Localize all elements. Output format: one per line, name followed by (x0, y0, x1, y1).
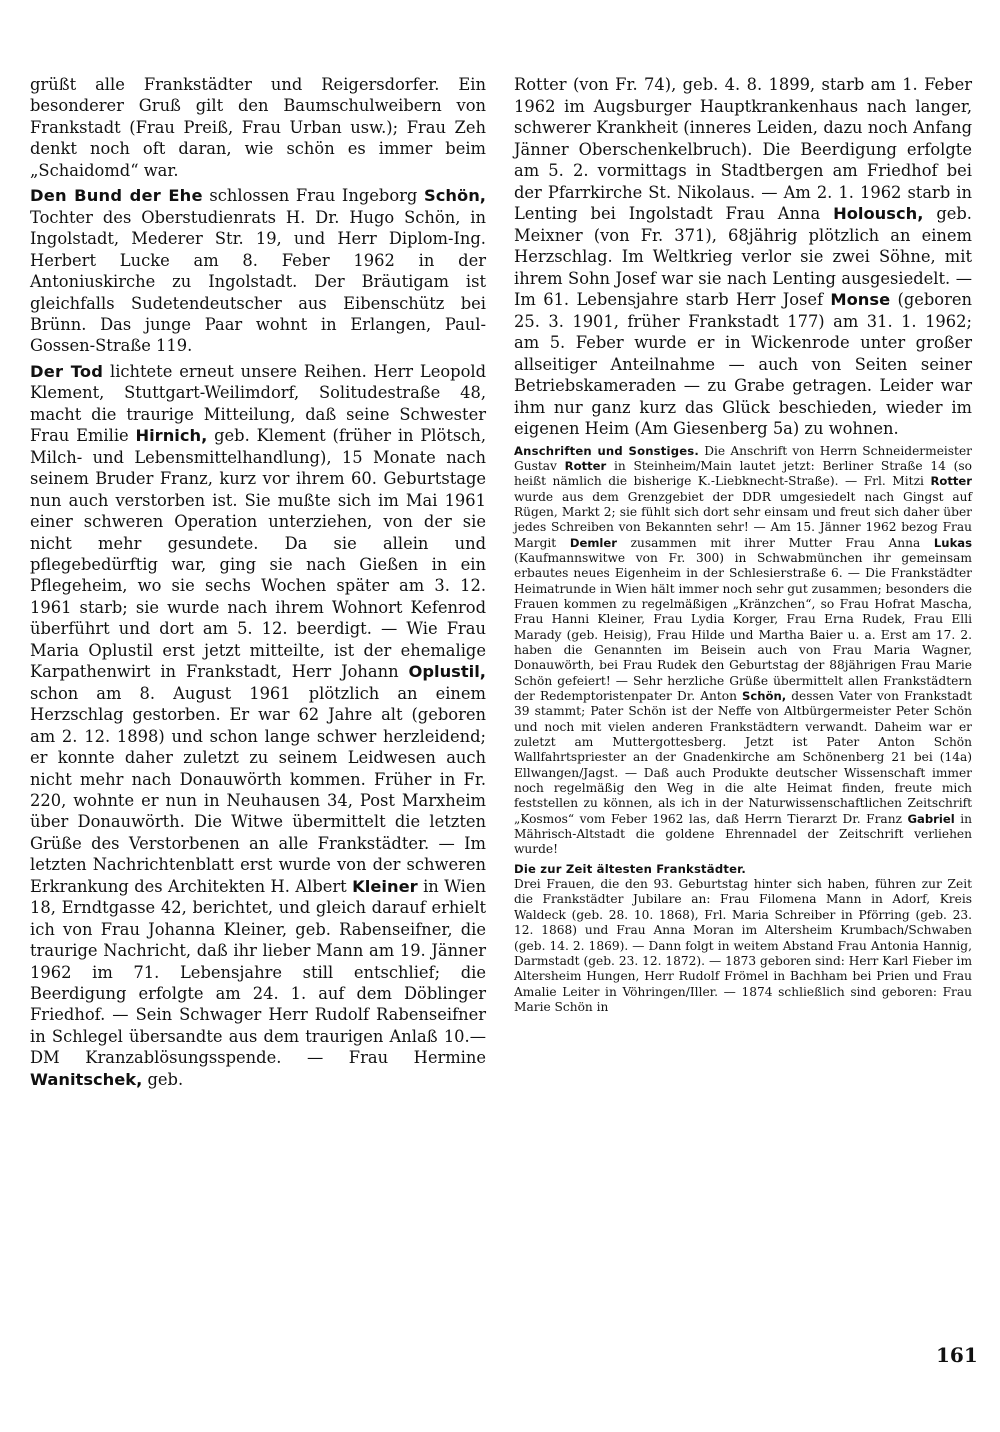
name-lukas: Lukas (933, 535, 972, 550)
paragraph-oldest: Die zur Zeit ältesten Frankstädter. Drei Frauen, die den 93. Geburtstag hinter sich haben, führen zur Zeit die Frankstädter Jubilare an: Frau Filomena Mann in Adorf, Kreis Waldeck (geb. 28. 10. 1868), Frl. Maria Schreiber in Pförring (geb. 23. 12. 1868) und Frau Anna Moran im Altersheim Krumbach/Schwaben (geb. 14. 2. 1869). — Dann folgt in weitem Abstand Frau Antonia Hannig, Darmstadt (geb. 23. 12. 1872). — 1873 geboren sind: Herr Karl Fieber im Altersheim Hungen, Herr Rudolf Frömel in Bachham bei Prien und Frau Amalie Leiter in Vöhringen/Iller. — 1874 schließlich sind geboren: Frau Marie Schön in (514, 861, 972, 1014)
section-heading-addresses: Anschriften und Sonstiges. (514, 443, 699, 458)
paragraph-deaths-continued: Rotter (von Fr. 74), geb. 4. 8. 1899, starb am 1. Feber 1962 im Augsburger Hauptkrankenhaus nach langer, schwerer Krankheit (inneres Leiden, dazu noch Anfang Jänner Oberschenkelbruch). Die Beerdigung erfolgte am 5. 2. vormittags in Stadtbergen am Friedhof bei der Pfarrkirche St. Nikolaus. — Am 2. 1. 1962 starb in Lenting bei Ingolstadt Frau Anna Holousch, geb. Meixner (von Fr. 371), 68jährig plötzlich an einem Herzschlag. Im Weltkrieg verlor sie zwei Söhne, mit ihrem Sohn Josef war sie nach Lenting ausgesiedelt. — Im 61. Lebensjahre starb Herr Josef Monse (geboren 25. 3. 1901, früher Frankstadt 177) am 31. 1. 1962; am 5. Feber wurde er in Wickenrode unter großer allseitiger Anteilnahme — auch von Seiten seiner Betriebskameraden — zu Grabe getragen. Leider war ihm nur ganz kurz das Glück beschieden, wieder im eigenen Heim (Am Giesenberg 5a) zu wohnen. (514, 75, 973, 438)
paragraph-addresses: Anschriften und Sonstiges. Die Anschrift von Herrn Schneidermeister Gustav Rotter in Steinheim/Main lautet jetzt: Berliner Straße 14 (so heißt nämlich die bisherige K.-Liebknecht-Straße). — Frl. Mitzi Rotter wurde aus dem Grenzgebiet der DDR umgesiedelt nach Gingst auf Rügen, Markt 2; sie fühlt sich dort sehr einsam und freut sich daher über jedes Schreiben von Bekannten sehr! — Am 15. Jänner 1962 bezog Frau Margit Demler zusammen mit ihrer Mutter Frau Anna Lukas (Kaufmannswitwe von Fr. 300) in Schwabmünchen ihr gemeinsam erbautes neues Eigenheim in der Schlesierstraße 6. — Die Frankstädter Heimatrunde in Wien hält immer noch sehr gut zusammen; besonders die Frauen kommen zu regelmäßigen „Kränzchen“, so Frau Hofrat Mascha, Frau Hanni Kleiner, Frau Lydia Korger, Frau Erna Rudek, Frau Elli Marady (geb. Heisig), Frau Hilde und Martha Baier u. a. Erst am 17. 2. haben die Genannten im Beisein auch von Frau Maria Wagner, Donauwörth, bei Frau Rudek den Geburtstag der 88jährigen Frau Marie Schön gefeiert! — Sehr herzliche Grüße übermittelt allen Frankstädtern der Redemptoristenpater Dr. Anton Schön, dessen Vater von Frankstadt 39 stammt; Pater Schön ist der Neffe von Altbürgermeister Peter Schön und noch mit vielen anderen Frankstädtern verwandt. Daheim war er zuletzt am Muttergottesberg. Jetzt ist Pater Anton Schön Wallfahrtspriester an der Gnadenkirche am Schönenberg 21 bei (14a) Ellwangen/Jagst. — Daß auch Produkte deutscher Wissenschaft immer noch regelmäßig den Weg in die alte Heimat finden, freute mich feststellen zu können, als ich in der Naturwissenschaftlichen Zeitschrift „Kosmos“ vom Feber 1962 las, daß Herrn Tierarzt Dr. Franz Gabriel in Mährisch-Altstadt die goldene Ehrennadel der Zeitschrift verliehen wurde! (514, 443, 973, 857)
page-number: 161 (936, 1343, 978, 1367)
name-wanitschek: Wanitschek, (30, 1069, 143, 1089)
name-rotter-mitzi: Rotter (930, 474, 972, 489)
name-holousch: Holousch, (833, 204, 924, 223)
paragraph-greetings: grüßt alle Frankstädter und Reigersdorfer. Ein besonderer Gruß gilt den Baumschulweibern von Frankstadt (Frau Preiß, Frau Urban usw.); Frau Zeh denkt noch oft daran, wie schön es immer beim „Schaidomd“ war. (30, 75, 486, 180)
left-column (30, 74, 486, 1094)
name-schoen: Schön, (424, 186, 486, 206)
right-small-text (514, 444, 972, 1016)
right-large-text (514, 74, 972, 440)
section-heading-marriage: Den Bund der Ehe (30, 186, 203, 206)
name-monse: Monse (830, 290, 891, 309)
name-oplustil: Oplustil, (408, 662, 486, 682)
name-demler: Demler (569, 535, 617, 550)
section-heading-deaths: Der Tod (30, 361, 104, 381)
section-heading-oldest: Die zur Zeit ältesten Frankstädter. (514, 861, 746, 876)
paragraph-deaths: Der Tod lichtete erneut unsere Reihen. Herr Leopold Klement, Stuttgart-Weilimdorf, Solitudestraße 48, macht die traurige Mitteilung, daß seine Schwester Frau Emilie Hirnich, geb. Klement (früher in Plötsch, Milch- und Lebensmittelhandlung), 15 Monate nach seinem Bruder Franz, kurz vor ihrem 60. Geburtstage nun auch verstorben ist. Sie mußte sich im Mai 1961 einer schweren Operation unterziehen, von der sie nicht mehr gesundete. Da sie allein und pflegebedürftig war, ging sie nach Gießen in ein Pflegeheim, wo sie sechs Wochen später am 3. 12. 1961 starb; sie wurde nach ihrem Wohnort Kefenrod überführt und dort am 5. 12. beerdigt. — Wie Frau Maria Oplustil erst jetzt mitteilte, ist der ehemalige Karpathenwirt in Frankstadt, Herr Johann Oplustil, schon am 8. August 1961 plötzlich an einem Herzschlag gestorben. Er war 62 Jahre alt (geboren am 2. 12. 1898) und schon lange schwer herzleidend; er konnte daher zuletzt zu seinem Leidwesen auch nicht mehr nach Donauwörth kommen. Früher in Fr. 220, wohnte er nun in Neuhausen 34, Post Marxheim über Donauwörth. Die Witwe übermittelt die letzten Grüße des Verstorbenen an alle Frankstädter. — Im letzten Nachrichtenblatt erst wurde von der schweren Erkrankung des Architekten H. Albert Kleiner in Wien 18, Erndtgasse 42, berichtet, und gleich darauf erhielt ich von Frau Johanna Kleiner, geb. Rabenseifner, die traurige Nachricht, daß ihr lieber Mann am 19. Jänner 1962 im 71. Lebensjahre still entschlief; die Beerdigung erfolgte am 24. 1. auf dem Döblinger Friedhof. — Sein Schwager Herr Rudolf Rabenseifner in Schlegel übersandte aus dem traurigen Anlaß 10.— DM Kranzablösungsspende. — Frau Hermine Wanitschek, geb. (30, 361, 486, 1089)
name-gabriel: Gabriel (907, 811, 955, 826)
name-schoen-anton: Schön, (742, 689, 787, 703)
name-rotter-gustav: Rotter (564, 458, 607, 473)
name-hirnich: Hirnich, (135, 426, 208, 446)
right-column (514, 74, 972, 1019)
name-kleiner: Kleiner (352, 876, 418, 896)
paragraph-marriage: Den Bund der Ehe schlossen Frau Ingeborg Schön, Tochter des Oberstudienrats H. Dr. Hugo Schön, in Ingolstadt, Mederer Str. 19, und Herr Diplom-Ing. Herbert Lucke am 8. Feber 1962 in der Antoniuskirche zu Ingolstadt. Der Bräutigam ist gleichfalls Sudetendeutscher aus Eibenschütz bei Brünn. Das junge Paar wohnt in Erlangen, Paul-Gossen-Straße 119. (30, 186, 486, 356)
